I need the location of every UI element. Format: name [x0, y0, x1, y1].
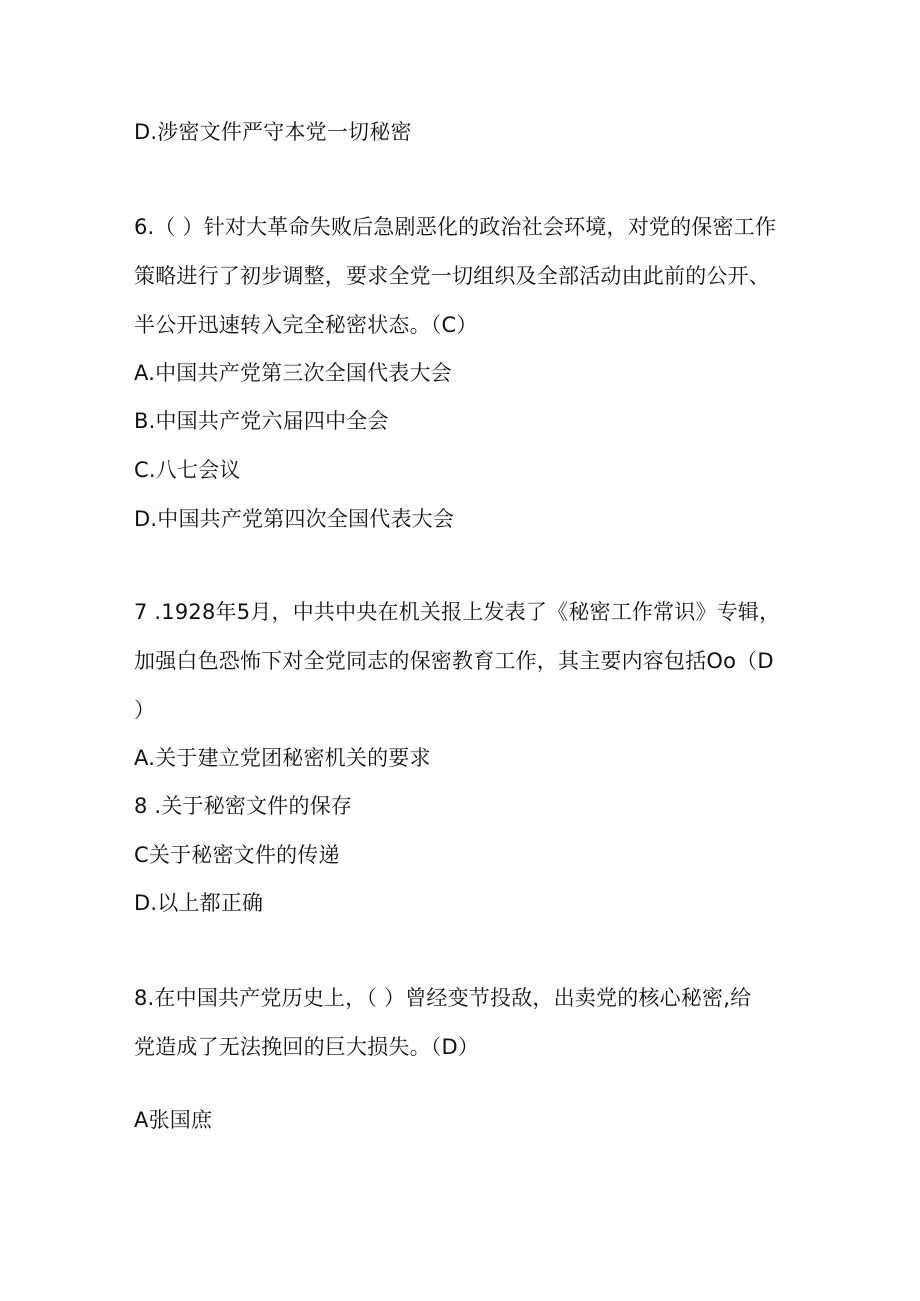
option-c-q7: C关于秘密文件的传递: [134, 843, 340, 867]
question-8-line-2: 党造成了无法挽回的巨大损失。（D）: [134, 1035, 480, 1059]
option-b-q7: 8 .关于秘密文件的保存: [134, 794, 353, 818]
question-6-line-1: 6.（ ）针对大革命失败后急剧恶化的政治社会环境，对党的保密工作: [134, 215, 777, 239]
option-a-q6: A.中国共产党第三次全国代表大会: [134, 361, 452, 385]
question-7-line-1: 7 .1928年5月，中共中央在机关报上发表了《秘密工作常识》专辑，: [134, 600, 781, 624]
option-c-q6: C.八七会议: [134, 458, 241, 482]
question-6-line-3: 半公开迅速转入完全秘密状态。（C）: [134, 313, 478, 337]
question-7-line-3: ）: [134, 698, 156, 722]
option-a-q7: A.关于建立党团秘密机关的要求: [134, 746, 431, 770]
option-d-q6: D.中国共产党第四次全国代表大会: [134, 507, 455, 531]
option-d-q7: D.以上都正确: [134, 891, 264, 915]
question-6-line-2: 策略进行了初步调整，要求全党一切组织及全部活动由此前的公开、: [134, 264, 770, 288]
option-a-q8: A张国庶: [134, 1108, 213, 1132]
question-8-line-1: 8.在中国共产党历史上，（ ）曾经变节投敌，出卖党的核心秘密,给: [134, 986, 752, 1010]
option-d-q5: D.涉密文件严守本党一切秘密: [134, 120, 412, 144]
question-7-line-2: 加强白色恐怖下对全党同志的保密教育工作，其主要内容包括Oo（D: [134, 649, 774, 673]
option-b-q6: B.中国共产党六届四中全会: [134, 409, 389, 433]
